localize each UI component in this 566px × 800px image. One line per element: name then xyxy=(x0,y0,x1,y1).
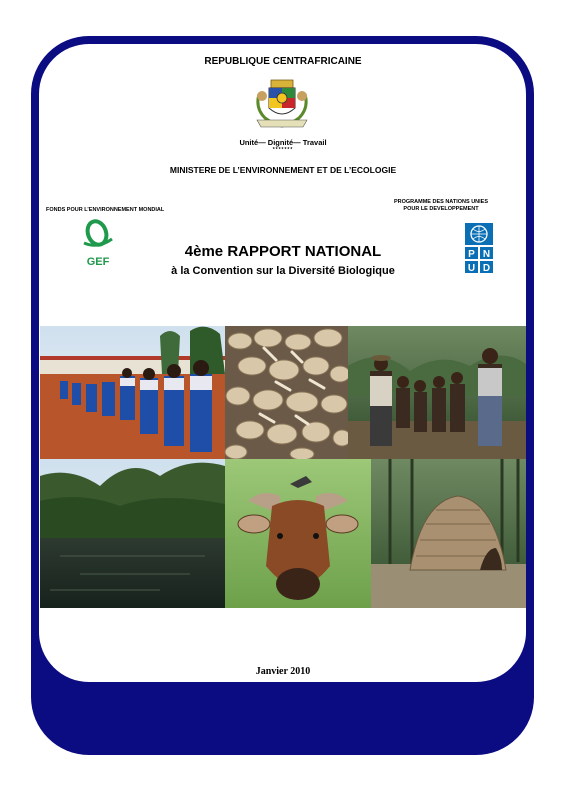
photo-buffalo xyxy=(225,459,371,608)
undp-label xyxy=(380,199,502,213)
photo-village-people xyxy=(348,326,526,459)
undp-letter-u: U xyxy=(467,263,476,273)
photo-mushrooms xyxy=(225,326,351,460)
undp-label-line2: POUR LE DEVELOPPEMENT xyxy=(403,206,479,212)
undp-letter-p: P xyxy=(468,249,475,260)
motto-stars: ******* xyxy=(272,147,294,153)
photo-collage xyxy=(40,326,526,608)
photo-river xyxy=(40,459,225,608)
report-title: 4ème RAPPORT NATIONAL xyxy=(184,243,382,260)
coat-of-arms-icon xyxy=(253,74,311,130)
gef-logo-text: GEF xyxy=(86,256,110,268)
national-motto: Unité— Dignité— Travail xyxy=(239,138,327,147)
report-subtitle: à la Convention sur la Diversité Biologique xyxy=(171,265,395,277)
report-date: Janvier 2010 xyxy=(255,666,311,677)
country-name: REPUBLIQUE CENTRAFRICAINE xyxy=(204,56,362,67)
undp-label-line1: PROGRAMME DES NATIONS UNIES xyxy=(393,199,488,205)
ministry-name: MINISTERE DE L’ENVIRONNEMENT ET DE L’ECOLOGIE xyxy=(169,165,397,175)
undp-letter-d: D xyxy=(482,263,491,273)
photo-schoolgirls xyxy=(40,326,225,459)
gef-label: FONDS POUR L’ENVIRONNEMENT MONDIAL xyxy=(46,207,165,213)
photo-hut xyxy=(371,459,526,608)
undp-letter-n: N xyxy=(482,249,491,260)
